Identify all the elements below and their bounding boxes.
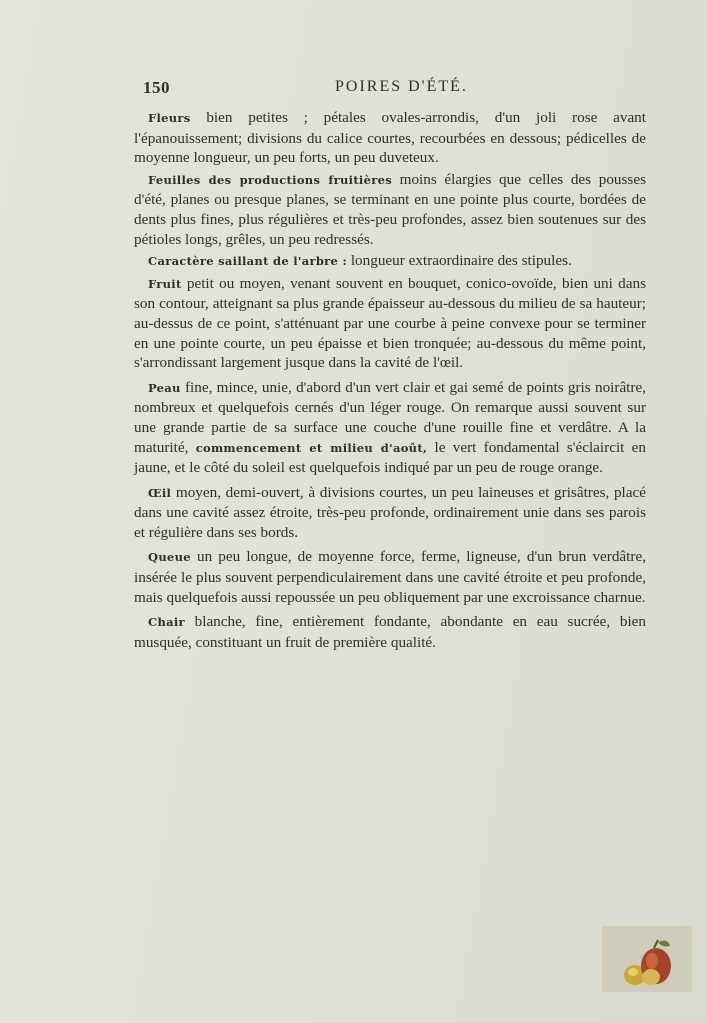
paragraph-chair — [134, 612, 646, 652]
fruit-logo-icon — [602, 926, 692, 992]
paragraph-text: moyen, demi-ouvert, à divisions courtes, un peu laineuses et grisâtres, placé dans une cavité assez étroite, très-peu profonde, ordinairement unie dans ses parois et régulière dans ses bords. — [134, 483, 646, 541]
paragraph-text: blanche, fine, entièrement fondante, abondante en eau sucrée, bien musquée, constituant un fruit de première qualité. — [134, 613, 646, 651]
paragraph-text: un peu longue, de moyenne force, ferme, ligneuse, d'un brun verdâtre, insérée le plus souvent perpendiculairement dans une cavité étroite et peu profonde, mais quelquefois aussi repoussée un peu obliquement par une excroissance charnue. — [134, 548, 646, 606]
fruit-logo-graphic — [602, 926, 692, 992]
paragraph-oeil — [134, 483, 646, 543]
page-body — [134, 108, 646, 657]
running-title: POIRES D'ÉTÉ. — [335, 78, 468, 95]
page-number: 150 — [143, 78, 170, 97]
ripening-period: commencement et milieu d'août, — [195, 440, 428, 455]
paragraph-fruit — [134, 274, 646, 373]
paragraph-text: petit ou moyen, venant souvent en bouquet, conico-ovoïde, bien uni dans son contour, atteignant sa plus grande épaisseur au-dessous du milieu de sa hauteur; au-dessus de ce point, s'atténuant par une courbe à peine convexe pour se terminer en une pointe courte, un peu épaisse et bien tronquée; au-dessous du même point, s'arrondissant largement jusque dans la cavité de l'œil. — [134, 274, 646, 372]
paragraph-queue — [134, 547, 646, 607]
paragraph-text: le vert fondamental s'éclaircit en jaune, et le côté du soleil est quelquefois indiqué par un peu de rouge orange. — [134, 438, 646, 477]
paragraph-text: moins élargies que celles des pousses d'été, planes ou presque planes, se terminant en une pointe plus courte, bordées de dents plus fines, plus régulières et très-peu profondes, assez bien soutenues sur des pétioles longs, grêles, un peu redressés. — [134, 170, 646, 248]
paragraph-lead: Chair — [148, 615, 185, 630]
paragraph-feuilles — [134, 170, 646, 249]
paragraph-text: bien petites ; pétales ovales-arrondis, d'un joli rose avant l'épanouissement; divisions du calice courtes, recourbées en dessous; pédicelles de moyenne longueur, un peu forts, un peu duveteux. — [134, 109, 646, 167]
paragraph-caractere — [134, 251, 646, 272]
paragraph-lead: Œil — [148, 485, 172, 500]
paragraph-text: fine, mince, unie, d'abord d'un vert clair et gai semé de points gris noirâtre, nombreux et quelquefois cernés d'un léger rouge. On remarque aussi souvent sur une grande partie de sa surface une couche d'une rouille fine et verdâtre. A la maturité, — [134, 378, 646, 456]
paragraph-lead: Feuilles des productions fruitières — [148, 172, 392, 187]
paragraph-lead: Fruit — [148, 276, 182, 291]
paragraph-lead: Peau — [148, 380, 181, 395]
paragraph-text: longueur extraordinaire des stipules. — [347, 252, 572, 270]
paragraph-lead: Caractère saillant de l'arbre : — [148, 254, 348, 269]
paragraph-lead: Fleurs — [148, 111, 191, 125]
paragraph-peau — [134, 378, 646, 478]
page-header — [143, 78, 643, 100]
paragraph-fleurs — [134, 108, 646, 168]
paragraph-lead: Queue — [148, 550, 191, 565]
